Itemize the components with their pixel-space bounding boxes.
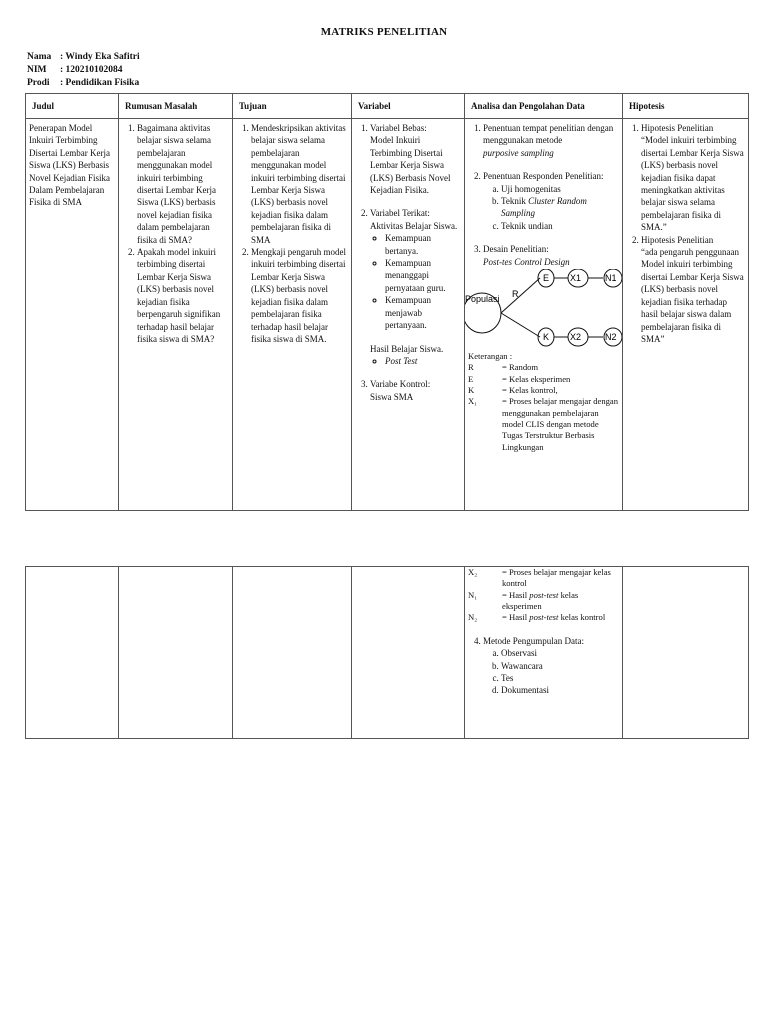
analisa-item-2: 2. Penentuan Responden Penelitian: a. Uji homogenitas b. Teknik Cluster Random Sampling c. Teknik undian — [483, 170, 619, 243]
hipotesis-item: 1. Hipotesis Penelitian “Model inkuiri terbimbing disertai Lembar Kerja Siswa (LKS) berbasis novel kejadian fisika dapat meningkatkan aktivitas belajar siswa selama pembelajaran fisika di SMA.” — [641, 122, 745, 234]
page-title: MATRIKS PENELITIAN — [320, 26, 448, 38]
sub-item: a. Observasi — [501, 647, 619, 659]
arrow-line — [501, 278, 540, 313]
r-label: R — [512, 289, 519, 300]
sub-item: c. Tes — [501, 672, 619, 684]
variabel-bebas: 1. Variabel Bebas: Model Inkuiri Terbimbing Disertai Lembar Kerja Siswa (LKS) Berbasis Novel Kejadian Fisika. — [370, 122, 461, 207]
cont-cell-empty — [233, 567, 352, 739]
terikat-item: ◦ Kemampuan menanggapi pernyataan guru. — [385, 257, 461, 294]
cell-rumusan — [119, 119, 233, 511]
n2-label: N2 — [605, 332, 617, 343]
rumusan-item: 1. Bagaimana aktivitas belajar siswa selama pembelajaran menggunakan model inkuiri terbimbing disertai Lembar Kerja Siswa (LKS) berbasis novel kejadian fisika dalam pembelajaran fisika di SMA? — [137, 122, 229, 246]
analisa-item-4: 4. Metode Pengumpulan Data: a. Observasi b. Wawancara c. Tes d. Dokumentasi — [483, 635, 619, 697]
arrow-line — [501, 313, 540, 337]
judul-text: Penerapan Model Inkuiri Terbimbing Disertai Lembar Kerja Siswa (LKS) Berbasis Novel Kejadian Fisika Dalam Pembelajaran Fisika di SMA — [29, 123, 110, 208]
e-label: E — [543, 273, 550, 284]
terikat-item: ◦ Kemampuan menjawab pertanyaan. — [385, 294, 461, 331]
cont-cell-empty — [352, 567, 465, 739]
research-matrix-continued — [25, 566, 749, 739]
analisa-item-3: 3. Desain Penelitian: Post-tes Control Design — [483, 243, 619, 268]
keterangan-list: R = Random E = Kelas eksperimen K = Kelas kontrol, X₁ = Proses belajar mengajar dengan menggunakan pembelajaran model CLIS dengan metode Tugas Terstruktur Berbasis Lingkungan — [468, 362, 619, 452]
sub-item: b. Teknik Cluster Random Sampling — [501, 195, 619, 220]
cont-cell-empty — [623, 567, 749, 739]
sub-item: c. Teknik undian — [501, 220, 619, 232]
tujuan-item: 2. Mengkaji pengaruh model inkuiri terbimbing disertai Lembar Kerja Siswa (LKS) berbasis novel kejadian fisika dalam pembelajaran fisika terhadap hasil belajar fisika siswa di SMA. — [251, 246, 348, 345]
cell-analisa — [465, 119, 623, 511]
cell-variabel — [352, 119, 465, 511]
header-judul: Judul — [26, 94, 119, 119]
x1-label: X1 — [570, 273, 582, 284]
header-hipotesis: Hipotesis — [623, 94, 749, 119]
cell-judul — [26, 119, 119, 511]
header-rumusan: Rumusan Masalah — [119, 94, 233, 119]
rumusan-item: 2. Apakah model inkuiri terbimbing disertai Lembar Kerja Siswa (LKS) berbasis novel kejadian fisika berpengaruh signifikan terhadap hasil belajar fisika siswa di SMA? — [137, 246, 229, 345]
meta-prodi: Prodi : Pendidikan Fisika — [27, 78, 140, 88]
x2-label: X2 — [570, 332, 582, 343]
meta-nama: Nama : Windy Eka Safitri — [27, 52, 140, 62]
n1-label: N1 — [605, 273, 617, 284]
analisa-item-1: 1. Penentuan tempat penelitian dengan menggunakan metode purposive sampling — [483, 122, 619, 170]
header-tujuan: Tujuan — [233, 94, 352, 119]
cell-tujuan — [233, 119, 352, 511]
hasil-belajar-label: Hasil Belajar Siswa. — [370, 343, 444, 354]
cont-cell-empty — [26, 567, 119, 739]
sub-item: d. Dokumentasi — [501, 684, 619, 696]
research-matrix-table — [25, 93, 749, 511]
cont-cell-analisa — [465, 567, 623, 739]
terikat-item: ◦ Kemampuan bertanya. — [385, 232, 461, 257]
hasil-item: ◦ Post Test — [385, 355, 461, 367]
variabel-terikat: 2. Variabel Terikat: Aktivitas Belajar Siswa. ◦ Kemampuan bertanya. ◦ Kemampuan menanggapi pernyataan guru. ◦ Kemampuan menjawab pertanyaan. Hasil Belajar Siswa. ◦ Post Test — [370, 207, 461, 378]
hipotesis-item: 2. Hipotesis Penelitian “ada pengaruh penggunaan Model inkuiri terbimbing disertai Lembar Kerja Siswa (LKS) berbasis novel kejadian fisika terhadap hasil belajar siswa dalam pembelajaran fisika di SMA” — [641, 234, 745, 346]
meta-nim: NIM : 120210102084 — [27, 65, 123, 75]
cell-hipotesis — [623, 119, 749, 511]
populasi-label: Populasi — [465, 294, 500, 305]
keterangan-label: Keterangan : — [468, 351, 513, 362]
tujuan-item: 1. Mendeskripsikan aktivitas belajar siswa selama pembelajaran menggunakan model inkuiri terbimbing disertai Lembar Kerja Siswa (LKS) berbasis novel kejadian fisika dalam pembelajaran fisika di SMA — [251, 122, 348, 246]
variabel-kontrol: 3. Variabe Kontrol: Siswa SMA — [370, 378, 461, 403]
cont-cell-empty — [119, 567, 233, 739]
sub-item: b. Wawancara — [501, 660, 619, 672]
k-label: K — [543, 332, 550, 343]
sub-item: a. Uji homogenitas — [501, 183, 619, 195]
header-analisa: Analisa dan Pengolahan Data — [465, 94, 623, 119]
research-design-diagram — [465, 269, 622, 347]
header-variabel: Variabel — [352, 94, 465, 119]
keterangan-cont: X₂ = Proses belajar mengajar kelas kontrol N₁ = Hasil post-test kelas eksperimen N₂ = Hasil post-test kelas kontrol — [468, 567, 611, 623]
